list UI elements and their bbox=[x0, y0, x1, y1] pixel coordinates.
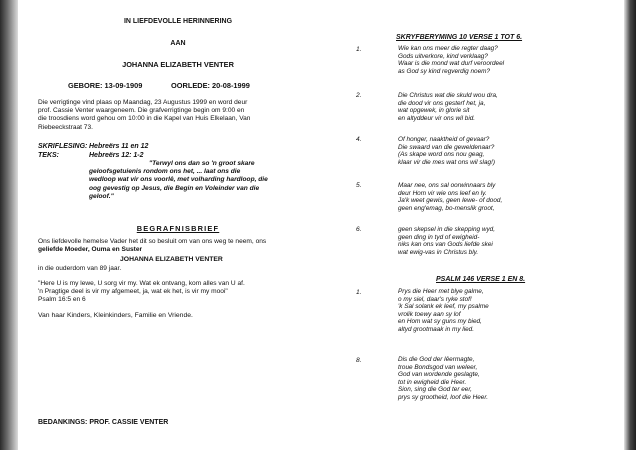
verse-number: 1. bbox=[356, 289, 362, 296]
teks-line: geloofsgetuienis rondom ons het, ... laat ons die bbox=[89, 168, 241, 176]
verse-line: (As skape word ons nou geag, bbox=[398, 151, 485, 159]
verse-number: 4. bbox=[356, 136, 362, 143]
psalm-heading: PSALM 146 VERSE 1 EN 8. bbox=[436, 276, 526, 283]
psalm-quote bbox=[38, 280, 320, 305]
verse-number: 5. bbox=[356, 182, 362, 189]
brief-line: Ons liefdevolle hemelse Vader het dit so besluit om van ons weg te neem, ons bbox=[38, 238, 267, 245]
quote-line: "Here U is my lewe, U sorg vir my. Wat ek ontvang, kom alles van U af. bbox=[38, 280, 245, 287]
service-paragraph bbox=[38, 99, 320, 132]
verse-line: prys sy grootheid, loof die Heer. bbox=[398, 393, 488, 401]
teks-line: wedloop wat vir ons voorlê, met volharding hardloop, die bbox=[89, 176, 268, 184]
teks-label: TEKS: bbox=[38, 152, 59, 159]
verse-line: wat opgewek, in glorie sit bbox=[398, 107, 470, 115]
verse-line: vrolik toewy aan sy lof bbox=[398, 310, 461, 318]
verse-line: Of honger, naaktheid of gevaar? bbox=[398, 136, 490, 143]
verse-number: 6. bbox=[356, 226, 362, 233]
verse-line: geen skepsel in die skepping wyd, bbox=[398, 226, 495, 233]
left-column bbox=[38, 0, 338, 450]
verse-line: Sion, sing die God ter eer, bbox=[398, 386, 472, 394]
born-date: GEBORE: 13-09-1909 bbox=[68, 81, 143, 90]
memorial-heading: IN LIEFDEVOLLE HERINNERING bbox=[123, 18, 233, 25]
teks-line: "Terwyl ons dan so 'n groot skare bbox=[149, 160, 255, 167]
teks-quote bbox=[89, 160, 321, 201]
verse-line: geen eng'emag, bo-menslik groot, bbox=[398, 204, 495, 212]
teks-line: geloof." bbox=[89, 192, 114, 200]
verse-number: 1. bbox=[356, 46, 362, 53]
verse-line: wat ewig-vas in Christus bly. bbox=[398, 248, 479, 256]
verse-line: tot in ewigheid die Heer. bbox=[398, 378, 467, 386]
teks-line: oog gevestig op Jesus, die Begin en Voleinder van die bbox=[89, 184, 260, 192]
verse-block bbox=[398, 92, 498, 122]
brief-paragraph bbox=[38, 238, 320, 254]
quote-line: 'n Pragtige deel is vir my afgemeet, ja, wat ek het, is vir my mooi" bbox=[38, 288, 228, 296]
verse-line: Die swaard van die geweldenaar? bbox=[398, 143, 495, 151]
brief-line: geliefde Moeder, Ouma en Suster bbox=[38, 246, 143, 254]
bedankings-line: BEDANKINGS: PROF. CASSIE VENTER bbox=[38, 419, 169, 426]
quote-line: Psalm 16:5 en 6 bbox=[38, 296, 86, 304]
service-line: Riebeeckstraat 73. bbox=[38, 123, 93, 131]
deceased-name: JOHANNA ELIZABETH VENTER bbox=[122, 60, 234, 69]
skryfberyming-heading: SKRYFBERYMING 10 VERSE 1 TOT 6. bbox=[396, 34, 523, 41]
aan-label: AAN bbox=[170, 40, 186, 47]
memorial-card bbox=[18, 0, 624, 450]
verse-line: Prys die Heer met blye galme, bbox=[398, 288, 484, 295]
service-line: prof. Cassie Venter waargeneem. Die grafverrigtinge begin om 9:00 en bbox=[38, 107, 245, 115]
verse-line: niks kan ons van Gods liefde skei bbox=[398, 241, 493, 249]
verse-block bbox=[398, 136, 495, 166]
verse-line: Maar nee, ons sal oorwinnaars bly bbox=[398, 182, 496, 189]
died-date: OORLEDE: 20-08-1999 bbox=[171, 81, 250, 90]
verse-line: deur Hom vir wie ons leef en ly. bbox=[398, 189, 487, 197]
verse-line: 'k Sal solank ek leef, my psalme bbox=[398, 303, 489, 311]
brief-age: in die ouderdom van 89 jaar. bbox=[38, 265, 122, 272]
begrafnisbrief-heading: BEGRAFNISBRIEF bbox=[136, 224, 220, 233]
service-line: Die verrigtinge vind plaas op Maandag, 23 Augustus 1999 en word deur bbox=[38, 99, 248, 106]
verse-block bbox=[398, 182, 502, 212]
brief-name: JOHANNA ELIZABETH VENTER bbox=[120, 256, 223, 263]
verse-line: en Hom wat sy guns my bied, bbox=[398, 318, 482, 326]
verse-number: 8. bbox=[356, 357, 362, 364]
verse-line: die dood vir ons gesterf het, ja, bbox=[398, 99, 486, 107]
skriflesing-label: SKRIFLESING: bbox=[38, 143, 88, 150]
verse-line: Die Christus wat die skuld wou dra, bbox=[398, 92, 498, 99]
verse-line: Gods uitverkore, kind verklaag? bbox=[398, 52, 488, 60]
verse-number: 2. bbox=[356, 92, 362, 99]
verse-block bbox=[398, 288, 489, 334]
scan-edge-left bbox=[0, 0, 18, 450]
scan-edge-right bbox=[624, 0, 636, 450]
verse-line: Ja'k weet gewis, geen lewe- of dood, bbox=[398, 197, 503, 205]
verse-block bbox=[398, 226, 495, 256]
right-column bbox=[356, 0, 616, 450]
verse-line: Dis die God der lêermagte, bbox=[398, 356, 475, 363]
verse-line: o my siel, daar's ryke stof! bbox=[398, 295, 472, 303]
verse-line: geen ding in tyd of ewigheid- bbox=[398, 233, 480, 241]
verse-line: as God sy kind regverdig noem? bbox=[398, 67, 491, 75]
teks-reference: Hebreërs 12: 1-2 bbox=[89, 152, 144, 159]
service-line: die troosdiens word gehou om 10:00 in die Kapel van Huis Elkelaan, Van bbox=[38, 115, 251, 123]
verse-block bbox=[398, 45, 504, 75]
family-line: Van haar Kinders, Kleinkinders, Familie en Vriende. bbox=[38, 312, 193, 319]
verse-line: Wie kan ons meer die regter daag? bbox=[398, 45, 498, 52]
verse-line: God van wordende geslagte, bbox=[398, 371, 480, 379]
skriflesing-value: Hebreërs 11 en 12 bbox=[89, 143, 149, 150]
verse-line: Waar is die mond wat durf veroordeel bbox=[398, 60, 505, 68]
verse-line: altyd grootmaak in my lied. bbox=[398, 325, 475, 333]
verse-block bbox=[398, 356, 488, 402]
verse-line: en altyddeur vir ons wil bid. bbox=[398, 114, 476, 122]
verse-line: troue Bondsgod van weleer, bbox=[398, 363, 478, 371]
verse-line: klaar vir die mes wat ons wil slag!) bbox=[398, 158, 495, 166]
